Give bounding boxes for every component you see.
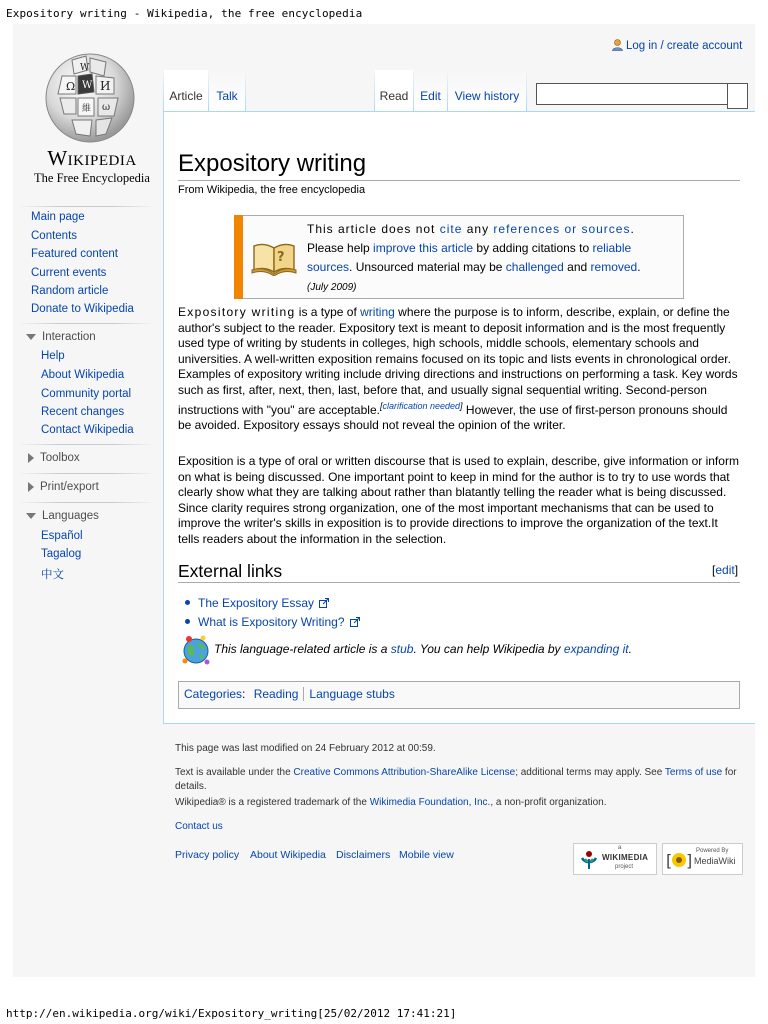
sidebar-item-recent-changes[interactable]: Recent changes xyxy=(41,406,125,418)
svg-text:И: И xyxy=(100,79,111,93)
tab-view-history-label: View history xyxy=(454,89,520,103)
notice-text-part: any xyxy=(462,222,494,236)
sidebar-item-community-portal[interactable]: Community portal xyxy=(41,388,132,400)
tab-edit-label: Edit xyxy=(420,89,441,103)
writing-link[interactable]: writing xyxy=(360,305,395,319)
footer-text: for details. xyxy=(175,767,737,792)
tab-view-history[interactable] xyxy=(448,70,526,112)
sidebar-print-export-label: Print/export xyxy=(40,481,99,493)
article-subject: Expository writing xyxy=(178,305,296,319)
print-header-title: Expository writing - Wikipedia, the free encyclopedia xyxy=(6,7,363,20)
badge-small-text: Powered By xyxy=(696,848,729,854)
footer-text: ; additional terms may apply. See xyxy=(515,767,665,778)
notice-text-part: . Unsourced material may be xyxy=(349,260,506,274)
paragraph-text: However, the use of first-person pronouns should be avoided. Expository essays should not reveal the opinion of the writer. xyxy=(178,402,728,433)
sidebar-item-main-page[interactable]: Main page xyxy=(31,211,85,223)
footer-license xyxy=(175,766,740,794)
svg-text:Ω: Ω xyxy=(66,80,76,93)
disclaimers-link[interactable]: Disclaimers xyxy=(336,849,391,861)
footer-trademark xyxy=(175,796,607,810)
notice-text-part: . xyxy=(630,222,635,236)
sidebar-interaction-label: Interaction xyxy=(42,331,96,343)
chevron-right-icon xyxy=(28,482,34,492)
sidebar-separator xyxy=(18,444,155,445)
globe-stub-icon xyxy=(181,634,211,666)
sidebar-toolbox-label: Toolbox xyxy=(40,452,80,464)
sidebar-languages-heading[interactable] xyxy=(26,510,99,522)
removed-link[interactable]: removed xyxy=(590,260,638,274)
svg-text:W: W xyxy=(82,80,93,91)
print-footer-url: http://en.wikipedia.org/wiki/Expository_writing[25/02/2012 17:41:21] xyxy=(6,1007,457,1020)
categories-colon: : xyxy=(242,687,246,701)
svg-text:[: [ xyxy=(666,851,673,870)
tab-edit[interactable] xyxy=(414,70,447,112)
notice-accent-bar xyxy=(234,215,243,299)
footer-text: Text is available under the xyxy=(175,767,294,778)
bracket: [ xyxy=(712,563,716,577)
category-language-stubs[interactable]: Language stubs xyxy=(309,687,395,701)
sidebar-item-donate[interactable]: Donate to Wikipedia xyxy=(31,303,134,315)
heading-rule xyxy=(178,180,740,181)
svg-text:W: W xyxy=(80,63,90,73)
tab-article-label: Article xyxy=(169,89,203,103)
sidebar-print-export-heading[interactable] xyxy=(26,481,99,493)
cite-link[interactable]: cite xyxy=(439,222,463,236)
section-edit-link[interactable]: edit xyxy=(715,563,735,577)
contact-us-link[interactable]: Contact us xyxy=(175,821,223,832)
article-paragraph: Exposition is a type of oral or written discourse that is used to explain, describe, give information or inform on what is being discussed. One important point to keep in mind for the author is to try to use words that clearly show what they are talking about rather than blatantly telling the reader what is being discussed. Since clarity requires strong organization, one of the most important mechanisms that can be used to improve the writer's skills in exposition is to provide directions to improve the organization of the text.It tells readers about the information in the selection. xyxy=(178,454,739,546)
bullet xyxy=(185,600,190,605)
tab-divider xyxy=(526,70,527,112)
external-link-expository-essay[interactable]: The Expository Essay xyxy=(198,596,315,610)
notice-text-part: . xyxy=(637,260,641,274)
mediawiki-sunflower-icon xyxy=(666,849,692,871)
references-link[interactable]: references or sources xyxy=(493,222,631,236)
sidebar-separator xyxy=(18,206,155,207)
logo-wordmark: Wikipedia xyxy=(47,146,137,170)
list-item xyxy=(185,615,360,629)
sidebar-interaction-heading[interactable] xyxy=(26,331,96,343)
notice-text-part: This article does not xyxy=(307,222,440,236)
search-button[interactable] xyxy=(727,83,748,109)
user-icon xyxy=(612,39,623,51)
bracket: ] xyxy=(460,400,463,411)
sidebar-item-about-wikipedia[interactable]: About Wikipedia xyxy=(41,369,125,381)
chevron-down-icon xyxy=(26,334,36,340)
wikimedia-logo-icon xyxy=(579,850,599,870)
tab-article[interactable] xyxy=(164,70,208,112)
wikipedia-globe-icon xyxy=(42,48,138,144)
wikimedia-project-badge[interactable] xyxy=(573,843,657,875)
paragraph-text: where the purpose is to inform, describe, explain, or define the author's subject to the reader. Expository text is meant to deposit information and is the most frequently used type of writing by students in colleges, high schools, middle schools, elementary schools and universities. A well-written exposition remains focused on its topic and lists events in chronological order. Examples of expository writing include driving directions and instructions on performing a task. Key words such as first, after, next, then, last, before that, and usually signal sequential writing. Second-person instructions with "you" are acceptable. xyxy=(178,305,738,417)
improve-article-link[interactable]: improve this article xyxy=(373,241,474,255)
sidebar-item-random-article[interactable]: Random article xyxy=(31,285,109,297)
sidebar-language-tagalog[interactable]: Tagalog xyxy=(41,548,82,560)
badge-main-text: MediaWiki xyxy=(694,856,736,866)
badge-sub-text: project xyxy=(615,864,634,870)
challenged-link[interactable]: challenged xyxy=(505,260,564,274)
sidebar-separator xyxy=(18,502,155,503)
external-link-icon xyxy=(319,598,329,608)
sidebar-separator xyxy=(18,473,155,474)
tab-read[interactable] xyxy=(375,70,413,112)
sidebar-languages-label: Languages xyxy=(42,510,99,522)
footer-text: Wikipedia® is a registered trademark of the xyxy=(175,797,370,808)
terms-of-use-link[interactable]: Terms of use xyxy=(664,767,723,778)
svg-text:ω: ω xyxy=(102,102,111,113)
wikipedia-logo[interactable] xyxy=(28,42,156,187)
section-heading-external-links: External links xyxy=(178,561,283,581)
sidebar-item-contact-wikipedia[interactable]: Contact Wikipedia xyxy=(41,424,134,436)
wikimedia-foundation-link[interactable]: Wikimedia Foundation, Inc. xyxy=(369,797,491,808)
footer-last-modified: This page was last modified on 24 February 2012 at 00:59. xyxy=(175,743,436,754)
external-link-what-is-expository-writing[interactable]: What is Expository Writing? xyxy=(198,615,345,629)
search-input[interactable] xyxy=(536,83,732,105)
mobile-view-link[interactable]: Mobile view xyxy=(399,849,454,861)
sidebar-item-featured-content[interactable]: Featured content xyxy=(31,248,118,260)
categories-link[interactable]: Categories xyxy=(184,687,243,701)
sidebar-item-contents[interactable]: Contents xyxy=(31,230,78,242)
sidebar-toolbox-heading[interactable] xyxy=(26,452,80,464)
bracket: [ xyxy=(379,400,383,411)
heading-rule xyxy=(178,582,740,583)
login-link[interactable] xyxy=(612,39,742,52)
notice-text-part: Please help xyxy=(307,241,374,255)
stub-text: . You can help Wikipedia by xyxy=(413,642,564,656)
powered-by-mediawiki-badge[interactable] xyxy=(662,843,743,875)
chevron-down-icon xyxy=(26,513,36,519)
notice-text xyxy=(307,220,679,297)
sidebar-separator xyxy=(18,323,155,324)
badge-main-text: WIKIMEDIA xyxy=(602,853,649,862)
svg-text:維: 維 xyxy=(82,104,92,114)
book-question-icon xyxy=(250,236,298,276)
notice-text-part: by adding citations to xyxy=(473,241,593,255)
reliable-sources-link[interactable]: reliable sources xyxy=(307,241,632,274)
notice-text-part: and xyxy=(563,260,591,274)
svg-text:]: ] xyxy=(686,851,692,870)
sidebar-item-help[interactable]: Help xyxy=(41,350,65,362)
stub-link[interactable]: stub xyxy=(390,642,414,656)
chevron-right-icon xyxy=(28,453,34,463)
bullet xyxy=(185,619,190,624)
about-wikipedia-link[interactable]: About Wikipedia xyxy=(250,849,326,861)
tab-talk[interactable] xyxy=(209,70,245,112)
sidebar-item-current-events[interactable]: Current events xyxy=(31,267,107,279)
article-paragraph xyxy=(178,305,740,434)
tab-talk-label: Talk xyxy=(216,89,238,103)
section-edit xyxy=(712,563,738,577)
clarification-needed-tag xyxy=(380,401,463,411)
expanding-it-link[interactable]: expanding it xyxy=(563,642,629,656)
license-link[interactable]: Creative Commons Attribution-ShareAlike License xyxy=(293,767,516,778)
paragraph-text: is a type of xyxy=(295,305,361,319)
list-item xyxy=(185,596,329,610)
category-reading[interactable]: Reading xyxy=(253,687,299,701)
clarification-needed-link[interactable]: clarification needed xyxy=(382,400,461,411)
stub-notice xyxy=(214,642,632,656)
footer-text: , a non-profit organization. xyxy=(490,797,607,808)
badge-small-text: a xyxy=(618,845,622,851)
sidebar-language-chinese[interactable]: 中文 xyxy=(41,569,64,581)
tab-read-label: Read xyxy=(379,89,409,103)
sidebar-language-espanol[interactable]: Español xyxy=(41,530,83,542)
category-separator xyxy=(303,687,304,701)
svg-text:?: ? xyxy=(277,250,285,265)
notice-date: (July 2009) xyxy=(307,282,357,293)
stub-text: This language-related article is a xyxy=(214,642,391,656)
stub-text: . xyxy=(628,642,632,656)
site-subtitle: From Wikipedia, the free encyclopedia xyxy=(178,184,366,196)
page-title: Expository writing xyxy=(178,150,367,177)
login-label: Log in / create account xyxy=(626,40,743,52)
privacy-policy-link[interactable]: Privacy policy xyxy=(175,849,240,861)
tab-divider xyxy=(245,70,246,112)
external-link-icon xyxy=(350,617,360,627)
logo-tagline: The Free Encyclopedia xyxy=(34,171,150,185)
category-links xyxy=(184,687,395,701)
bracket: ] xyxy=(734,563,739,577)
